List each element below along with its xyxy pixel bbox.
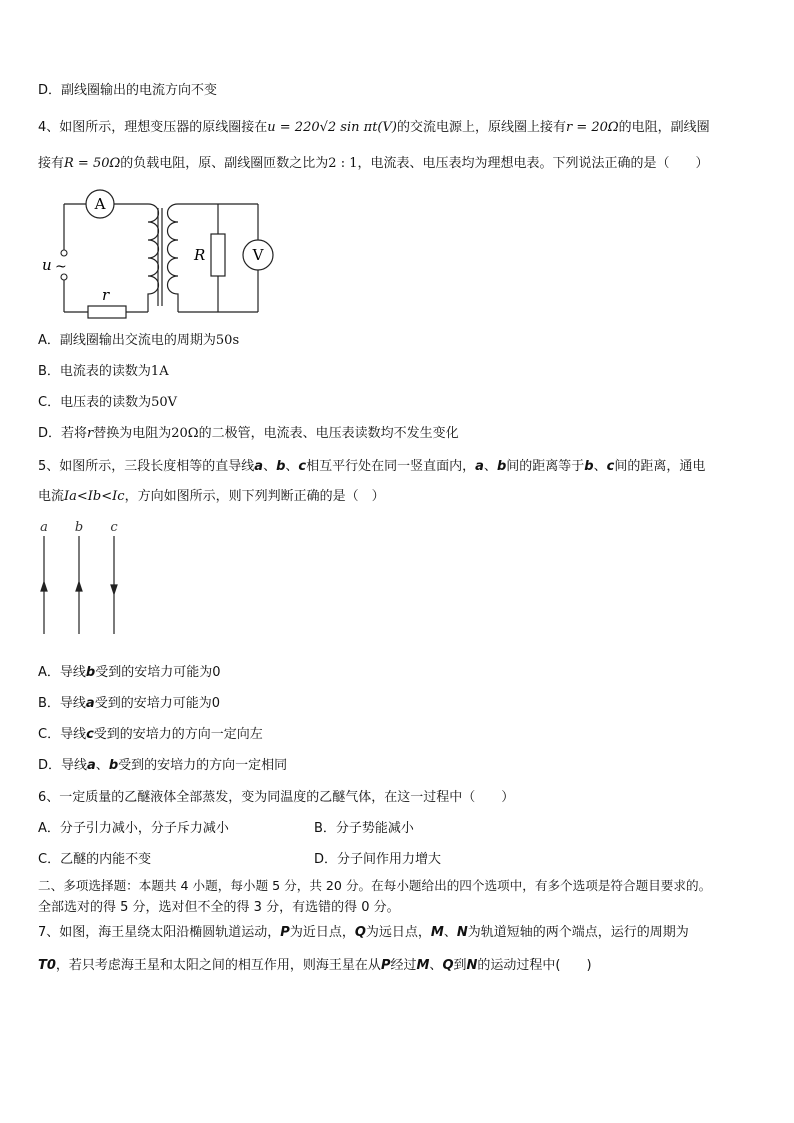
source-ac-symbol: ~ — [55, 259, 67, 275]
q7-text: 为轨道短轴的两个端点，运行的周期为 — [467, 925, 689, 940]
q5-var: b — [496, 459, 507, 474]
q4-stem-line1 — [38, 119, 710, 137]
q4-r-expr: r = 20Ω — [565, 120, 619, 135]
q4-text: 的负载电阻，原、副线圈匝数之比为 — [120, 156, 329, 171]
q5-var: a — [254, 459, 264, 474]
q4-text: ，电流表、电压表均为理想电表。下列说法正确的是（ ） — [357, 156, 709, 171]
q4-option-d-text: 的二极管，电流表、电压表读数均不发生变化 — [198, 426, 459, 441]
q6-option-a: A．分子引力减小，分子斥力减小 — [38, 821, 229, 836]
q7-var: M — [416, 958, 430, 973]
q5-option-var: c — [86, 727, 94, 742]
q4-option-c-value: 50V — [151, 395, 178, 410]
q5-text: 相互平行处在同一竖直面内， — [306, 459, 476, 474]
q4-option-c-text: C．电压表的读数为 — [38, 395, 152, 410]
q4-R-expr: R = 50Ω — [64, 156, 121, 171]
q7-stem-line1 — [38, 924, 689, 942]
q6-option-c: C．乙醚的内能不变 — [38, 852, 152, 867]
q5-text: 电流 — [38, 489, 65, 504]
voltmeter-label: V — [252, 246, 264, 264]
wire-c-label: c — [110, 520, 118, 535]
q5-option-text: 受到的安培力可能为0 — [95, 665, 221, 680]
wire-a-label: a — [40, 520, 48, 535]
q5-text: ，方向如图所示，则下列判断正确的是（ ） — [124, 489, 385, 504]
q7-text: ，若只考虑海王星和太阳之间的相互作用，则海王星在从 — [55, 958, 381, 973]
wire-b-label: b — [74, 520, 84, 535]
q5-text: 间的距离，通电 — [614, 459, 706, 474]
source-terminal-icon — [61, 250, 67, 256]
q5-option-var: a — [85, 696, 95, 711]
q5-var: c — [606, 459, 615, 474]
q4-option-c — [38, 394, 177, 412]
q7-text: 7、如图，海王星绕太阳沿椭圆轨道运动， — [38, 925, 281, 940]
q6-option-b: B．分子势能减小 — [314, 821, 414, 836]
q4-option-d-var: r — [87, 426, 94, 441]
q7-text: 经过 — [390, 958, 417, 973]
resistor-R-icon — [211, 234, 225, 276]
q4-text: 的电阻，副线圈 — [618, 120, 710, 135]
q7-stem-line2 — [38, 957, 592, 975]
q7-var: N — [456, 925, 468, 940]
arrow-up-icon — [41, 582, 47, 591]
q7-text: 的运动过程中( ) — [477, 958, 592, 973]
q5-var: a — [475, 459, 484, 474]
q5-wires-diagram — [30, 520, 130, 640]
q7-text: 、 — [443, 925, 457, 940]
q5-current-expr: Ia<Ib<Ic — [64, 489, 125, 504]
q4-option-d-text: D．若将 — [38, 426, 88, 441]
q5-text: 、 — [263, 459, 277, 474]
q5-option-b — [38, 695, 220, 713]
q5-option-var: a — [87, 758, 96, 773]
q5-var: c — [298, 459, 307, 474]
q5-text: 、 — [285, 459, 299, 474]
arrow-up-icon — [76, 582, 82, 591]
q5-option-d — [38, 757, 287, 775]
q4-option-b-value: 1A — [150, 364, 169, 379]
q5-option-var: b — [85, 665, 96, 680]
q7-text: 为近日点， — [289, 925, 355, 940]
q4-text: 接有 — [38, 156, 65, 171]
q4-option-a-text: A．副线圈输出交流电的周期为 — [38, 333, 216, 348]
q5-option-text: D．导线 — [38, 758, 88, 773]
q7-var: P — [280, 925, 290, 940]
q4-option-d-value: 20Ω — [171, 426, 199, 441]
source-u-label: u — [42, 256, 52, 274]
q5-text: 、 — [483, 459, 497, 474]
resistor-r-icon — [88, 306, 126, 318]
q4-option-a-value: 50s — [215, 333, 240, 348]
q5-var: b — [276, 459, 286, 474]
q5-option-var: b — [108, 758, 119, 773]
q4-ratio-expr: 2 : 1 — [328, 156, 358, 171]
q7-text: 为远日点， — [365, 925, 431, 940]
q4-circuit-diagram — [36, 186, 286, 320]
resistor-R-label: R — [194, 246, 206, 264]
q5-option-text: 受到的安培力可能为0 — [94, 696, 220, 711]
q7-var: Q — [354, 925, 366, 940]
q4-source-expr: u = 220√2 sin πt(V) — [267, 120, 397, 135]
q5-option-text: 、 — [95, 758, 109, 773]
q5-text: 、 — [593, 459, 607, 474]
q4-text: 的交流电源上，原线圈上接有 — [396, 120, 566, 135]
q5-option-text: B．导线 — [38, 696, 86, 711]
arrow-down-icon — [111, 585, 117, 594]
q7-var: T0 — [38, 958, 56, 973]
q5-text: 间的距离等于 — [506, 459, 585, 474]
q5-option-text: A．导线 — [38, 665, 86, 680]
q7-var: P — [380, 958, 391, 973]
q7-var: N — [466, 958, 478, 973]
q5-stem-line1 — [38, 458, 705, 476]
q5-var: b — [584, 459, 594, 474]
q4-stem-line2 — [38, 155, 709, 173]
section-2-heading: 二、多项选择题：本题共 4 小题，每小题 5 分，共 20 分。在每小题给出的四个选项中，有多个选项是符合题目要求的。 — [38, 878, 712, 893]
resistor-r-label: r — [102, 286, 110, 304]
q5-option-c — [38, 726, 263, 744]
q7-var: M — [430, 925, 444, 940]
q4-text: 4、如图所示，理想变压器的原线圈接在 — [38, 120, 268, 135]
q6-stem: 6、一定质量的乙醚液体全部蒸发，变为同温度的乙醚气体，在这一过程中（ ） — [38, 790, 515, 805]
q3-option-d: D．副线圈输出的电流方向不变 — [38, 83, 218, 98]
q7-text: 到 — [453, 958, 467, 973]
q4-option-d-text: 替换为电阻为 — [93, 426, 172, 441]
q5-text: 5、如图所示，三段长度相等的直导线 — [38, 459, 255, 474]
q5-option-text: 受到的安培力的方向一定向左 — [93, 727, 263, 742]
q4-option-b-text: B．电流表的读数为 — [38, 364, 151, 379]
q7-text: 、 — [429, 958, 443, 973]
q6-option-d: D．分子间作用力增大 — [314, 852, 442, 867]
q5-option-text: C．导线 — [38, 727, 87, 742]
q4-option-d — [38, 425, 459, 443]
section-2-instructions: 全部选对的得 5 分，选对但不全的得 3 分，有选错的得 0 分。 — [38, 900, 400, 915]
q4-option-b — [38, 363, 169, 381]
q4-option-a — [38, 332, 239, 350]
ammeter-label: A — [94, 195, 106, 213]
q7-var: Q — [442, 958, 454, 973]
q5-option-a — [38, 664, 221, 682]
q5-option-text: 受到的安培力的方向一定相同 — [118, 758, 288, 773]
q5-stem-line2 — [38, 488, 385, 506]
